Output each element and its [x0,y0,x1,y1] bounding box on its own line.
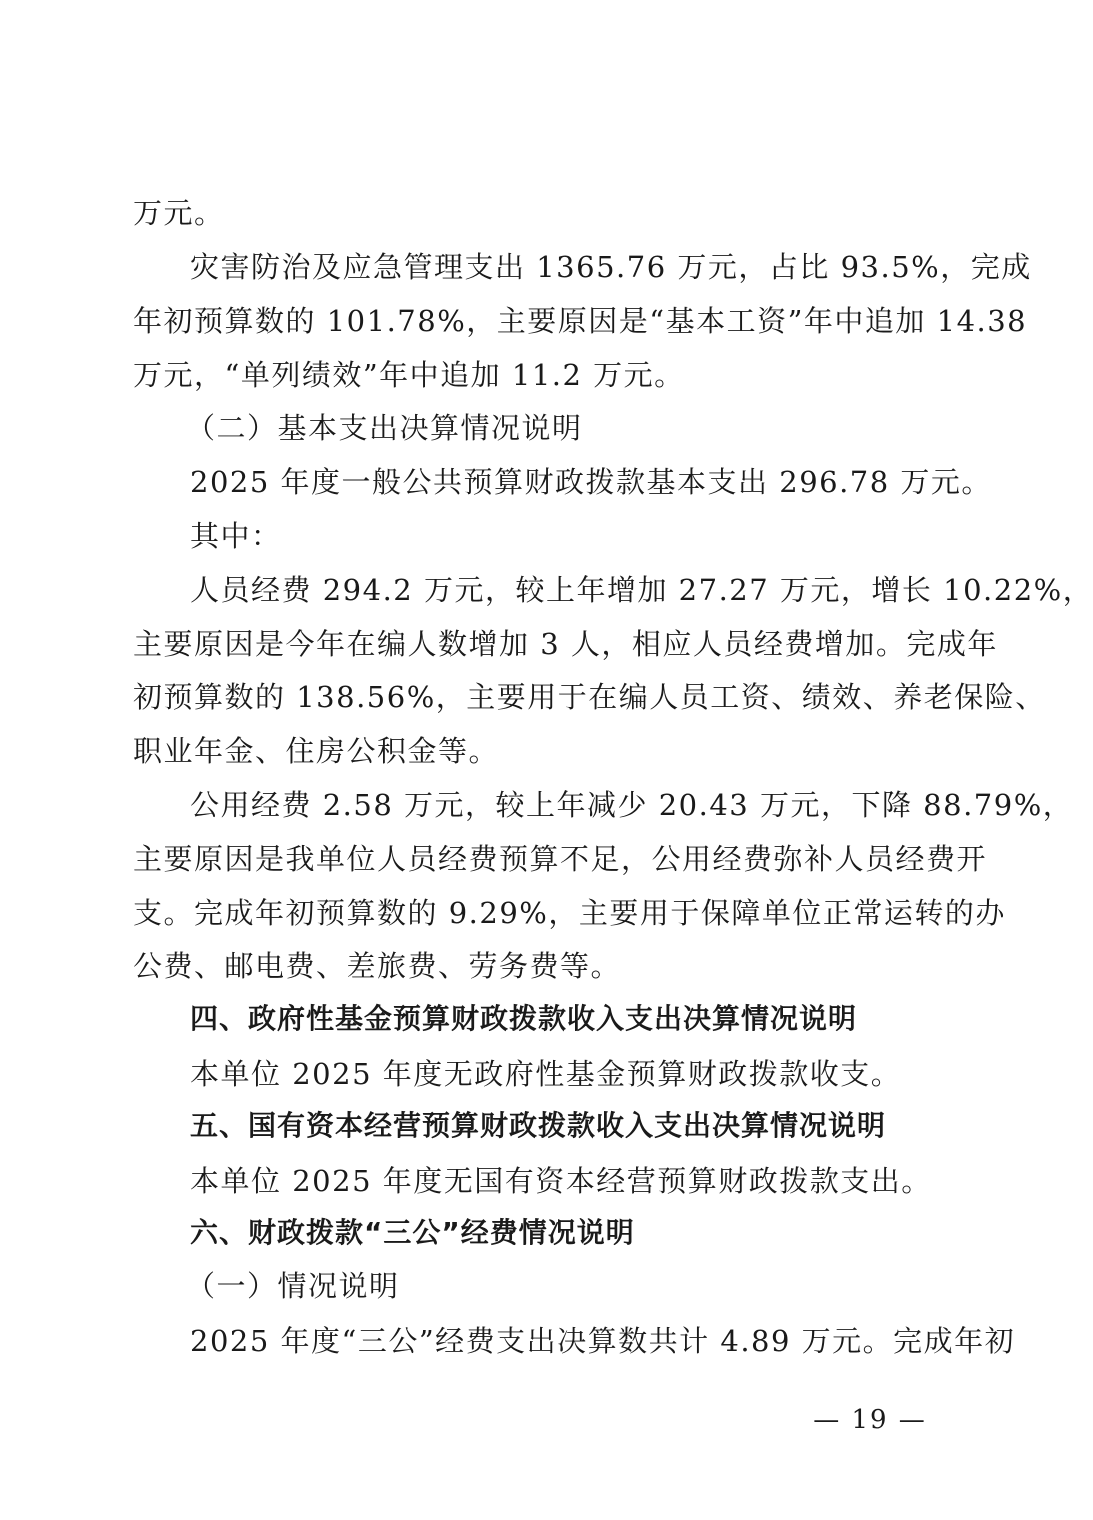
paragraph-line: 年初预算数的 101.78%，主要原因是“基本工资”年中追加 14.38 [133,304,1028,338]
paragraph-line: 本单位 2025 年度无政府性基金预算财政拨款收支。 [190,1057,902,1091]
section-heading: 五、国有资本经营预算财政拨款收入支出决算情况说明 [190,1109,887,1142]
paragraph-line: 初预算数的 138.56%，主要用于在编人员工资、绩效、养老保险、 [133,680,1046,714]
paragraph-line: 支。完成年初预算数的 9.29%，主要用于保障单位正常运转的办 [133,896,1006,930]
paragraph-line: 本单位 2025 年度无国有资本经营预算财政拨款支出。 [190,1164,932,1198]
paragraph-line: 其中： [190,519,282,553]
subheading: （一）情况说明 [186,1269,400,1303]
subheading: （二）基本支出决算情况说明 [186,411,583,445]
paragraph-line: 2025 年度“三公”经费支出决算数共计 4.89 万元。完成年初 [190,1324,1016,1358]
section-heading: 六、财政拨款“三公”经费情况说明 [190,1216,635,1249]
section-heading: 四、政府性基金预算财政拨款收入支出决算情况说明 [190,1002,858,1035]
paragraph-line: 人员经费 294.2 万元，较上年增加 27.27 万元，增长 10.22%， [190,573,1093,607]
paragraph-line: 灾害防治及应急管理支出 1365.76 万元，占比 93.5%，完成 [190,250,1032,284]
paragraph-line: 主要原因是我单位人员经费预算不足，公用经费弥补人员经费开 [133,842,988,876]
paragraph-line: 主要原因是今年在编人数增加 3 人，相应人员经费增加。完成年 [133,627,998,661]
paragraph-line: 2025 年度一般公共预算财政拨款基本支出 296.78 万元。 [190,465,992,499]
page-number: — 19 — [813,1405,927,1435]
paragraph-line: 公用经费 2.58 万元，较上年减少 20.43 万元，下降 88.79%， [190,788,1074,822]
paragraph-line: 万元。 [133,196,225,230]
paragraph-line: 万元，“单列绩效”年中追加 11.2 万元。 [133,358,685,392]
paragraph-line: 职业年金、住房公积金等。 [133,734,500,768]
paragraph-line: 公费、邮电费、差旅费、劳务费等。 [133,949,622,983]
